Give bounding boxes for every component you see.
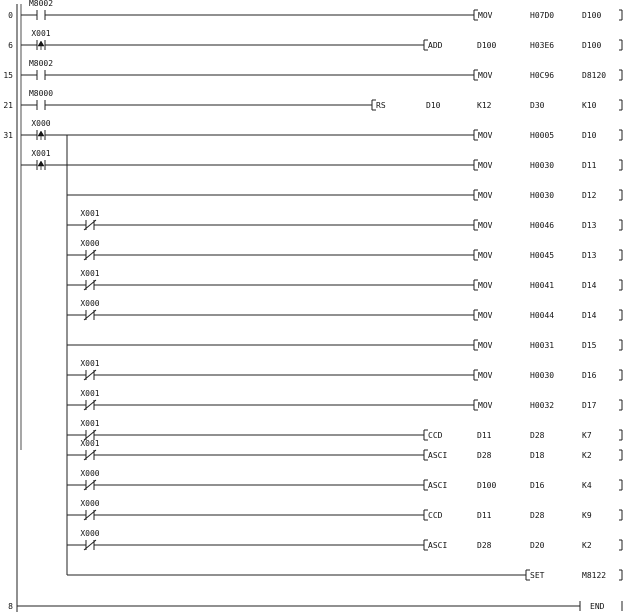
step-number: 31: [3, 131, 13, 140]
contact-x001-nc: [80, 359, 99, 380]
instruction-mnemonic: MOV: [478, 341, 493, 350]
instruction-mnemonic: ASCI: [428, 541, 448, 550]
operand: D16: [582, 371, 597, 380]
operand: D18: [530, 451, 545, 460]
contact-label: X001: [80, 359, 100, 368]
contact-x000-nc: [80, 239, 99, 260]
instruction-mnemonic: SET: [530, 571, 545, 580]
operand: D14: [582, 281, 597, 290]
operand: K2: [582, 451, 592, 460]
contact-x000-nc: [80, 499, 99, 520]
operand: H07D0: [530, 11, 555, 20]
instruction-mnemonic: MOV: [478, 281, 493, 290]
contact-label: X000: [80, 299, 100, 308]
operand: D28: [477, 451, 492, 460]
operand: D100: [477, 481, 497, 490]
contact-label: X001: [80, 209, 100, 218]
step-number: 0: [8, 11, 13, 20]
instruction-mnemonic: CCD: [428, 511, 443, 520]
contact-label: X001: [80, 439, 100, 448]
contact-label: M8002: [28, 0, 54, 8]
contact-m8000-no: [29, 89, 53, 110]
operand: H0030: [530, 161, 555, 170]
contact-label: X001: [31, 149, 51, 158]
instruction-mnemonic: MOV: [478, 311, 493, 320]
instruction-mnemonic: ASCI: [428, 481, 448, 490]
instruction-mnemonic: MOV: [478, 161, 493, 170]
operand: K12: [477, 101, 492, 110]
contact-label: X000: [80, 529, 100, 538]
operand: D11: [477, 511, 492, 520]
operand: H0030: [530, 191, 555, 200]
contact-x000-nc: [80, 529, 99, 550]
end-instruction: END: [590, 602, 605, 611]
instruction-mnemonic: MOV: [478, 401, 493, 410]
contact-x000-nc: [80, 469, 99, 490]
contact-m8002-no: [29, 0, 53, 20]
operand: H0C96: [530, 71, 555, 80]
contact-x001-nc: [80, 419, 99, 440]
operand: D14: [582, 311, 597, 320]
operand: D10: [426, 101, 441, 110]
operand: H0041: [530, 281, 555, 290]
contact-label: X000: [31, 119, 51, 128]
operand: K7: [582, 431, 592, 440]
instruction-mnemonic: MOV: [478, 71, 493, 80]
instruction-mnemonic: ASCI: [428, 451, 448, 460]
operand: D11: [477, 431, 492, 440]
operand: D11: [582, 161, 597, 170]
operand: D100: [477, 41, 497, 50]
contact-label: X001: [80, 389, 100, 398]
contact-label: X000: [80, 499, 100, 508]
instruction-mnemonic: MOV: [478, 191, 493, 200]
operand: D30: [530, 101, 545, 110]
contact-x001-nc: [80, 209, 99, 230]
contact-label: M8000: [28, 89, 54, 98]
instruction-mnemonic: MOV: [478, 131, 493, 140]
contact-label: X001: [80, 419, 100, 428]
contact-x001-nc: [80, 439, 99, 460]
operand: H0005: [530, 131, 555, 140]
contact-x001-pulse: [31, 149, 50, 170]
operand: H0030: [530, 371, 555, 380]
operand: D8120: [582, 71, 607, 80]
contact-x000-nc: [80, 299, 99, 320]
operand: D10: [582, 131, 597, 140]
operand: D13: [582, 251, 597, 260]
operand: D12: [582, 191, 597, 200]
contact-label: X000: [80, 239, 100, 248]
operand: K2: [582, 541, 592, 550]
operand: H0032: [530, 401, 555, 410]
contact-x001-nc: [80, 389, 99, 410]
operand: D100: [582, 11, 602, 20]
instruction-mnemonic: MOV: [478, 251, 493, 260]
operand: D100: [582, 41, 602, 50]
operand: D17: [582, 401, 597, 410]
contact-x001-pulse: [31, 29, 50, 50]
operand: H03E6: [530, 41, 555, 50]
operand: M8122: [582, 571, 607, 580]
operand: D16: [530, 481, 545, 490]
instruction-mnemonic: ADD: [428, 41, 443, 50]
contact-label: X000: [80, 469, 100, 478]
operand: D20: [530, 541, 545, 550]
operand: H0046: [530, 221, 555, 230]
contact-x001-nc: [80, 269, 99, 290]
contact-x000-pulse: [31, 119, 50, 140]
step-number: 21: [3, 101, 13, 110]
operand: H0045: [530, 251, 555, 260]
contact-label: X001: [31, 29, 51, 38]
step-number: 15: [3, 71, 13, 80]
operand: K10: [582, 101, 597, 110]
operand: H0031: [530, 341, 555, 350]
operand: D28: [477, 541, 492, 550]
contact-label: M8002: [28, 59, 54, 68]
instruction-mnemonic: MOV: [478, 11, 493, 20]
contact-m8002-no: [29, 59, 53, 80]
instruction-mnemonic: MOV: [478, 221, 493, 230]
contact-label: X001: [80, 269, 100, 278]
instruction-mnemonic: MOV: [478, 371, 493, 380]
operand: H0044: [530, 311, 555, 320]
operand: D15: [582, 341, 597, 350]
instruction-mnemonic: RS: [376, 101, 386, 110]
instruction-mnemonic: CCD: [428, 431, 443, 440]
operand: D28: [530, 431, 545, 440]
step-number: 6: [8, 41, 13, 50]
step-number: 8: [8, 602, 13, 611]
operand: D28: [530, 511, 545, 520]
operand: D13: [582, 221, 597, 230]
operand: K9: [582, 511, 592, 520]
operand: K4: [582, 481, 592, 490]
